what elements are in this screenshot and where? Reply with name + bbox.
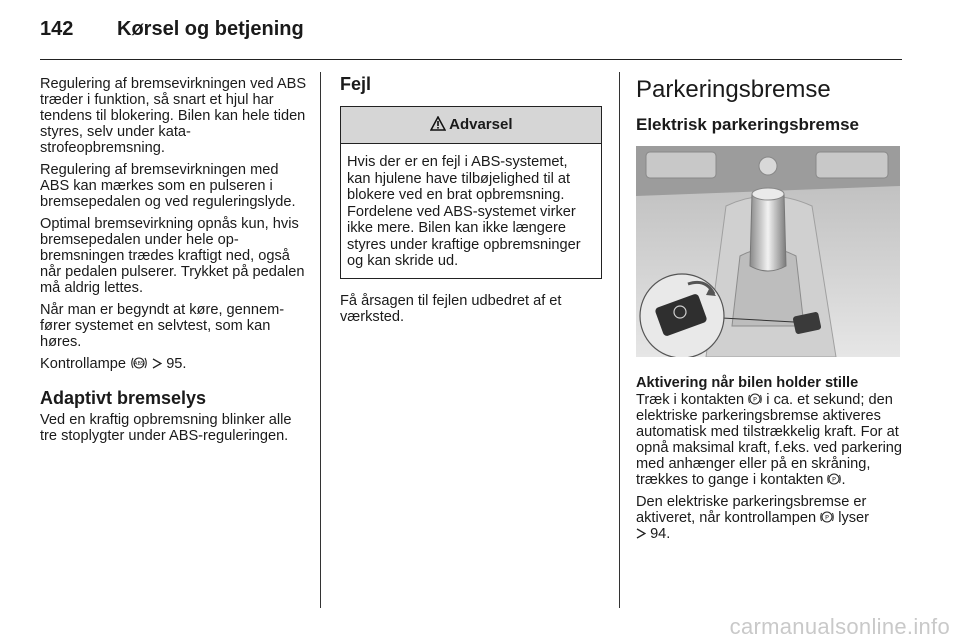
page-title: Kørsel og betjening: [117, 18, 304, 40]
column-left: [40, 76, 308, 450]
paragraph: Ved en kraftig opbremsning blinker alle tre stoplygter under ABS-reguleringen.: [40, 412, 292, 444]
header-divider: [40, 59, 902, 60]
page-number: 142: [40, 18, 74, 40]
parking-brake-icon: [827, 472, 841, 488]
paragraph: Optimal bremsevirkning opnås kun, hvis bremsepedalen under hele opbremsningen trædes kraftigt ned, også når pedalen pulserer. Trykket på pedalen må aldrig lettes.: [40, 216, 305, 296]
paragraph: Regulering af bremsevirkningen med ABS kan mærkes som en pulseren i bremsepedalen og ved reguleringslyde.: [40, 162, 296, 210]
paragraph: Kontrollampe ABS 95.: [40, 356, 187, 372]
svg-text:P: P: [753, 395, 758, 404]
svg-text:ABS: ABS: [134, 361, 145, 367]
page-reference-icon: [152, 356, 162, 372]
paragraph: Når man er begyndt at køre, gennemfører systemet en selvtest, som kan høres.: [40, 302, 285, 350]
page-reference-icon: [636, 526, 646, 542]
warning-triangle-icon: [430, 116, 450, 133]
parking-brake-icon: [820, 510, 834, 526]
column-divider: [320, 72, 321, 608]
column-middle: [340, 76, 602, 331]
svg-text:P: P: [832, 475, 837, 484]
warning-title: Advarsel: [449, 116, 513, 133]
warning-header: [341, 107, 601, 144]
parking-brake-illustration: [636, 146, 900, 357]
paragraph: Regulering af bremsevirkningen ved ABS træder i funktion, så snart et hjul har tendens til blokering. Bilen kan hele tiden styres, selv under katastrofeopbremsning.: [40, 76, 307, 156]
page-header: [40, 18, 304, 48]
abs-warning-icon: [130, 356, 148, 372]
paragraph: Træk i kontakten P i ca. et sekund; den elektriske parkeringsbremse aktiveres automatisk med tilstrækkelig kraft. For at opnå maksimal kraft, f.eks. ved parkering med anhænger eller på en skråning, trækkes to gange i kontakten P .: [636, 392, 903, 488]
section-subtitle: Elektrisk parkeringsbremse: [636, 115, 860, 134]
parking-brake-icon: [748, 392, 762, 408]
column-divider: [619, 72, 620, 608]
column-right: [636, 76, 904, 548]
svg-text:P: P: [825, 513, 830, 522]
paragraph: Den elektriske parkeringsbremse er aktiveret, når kontrollampen P lyser 94.: [636, 494, 870, 542]
section-heading: Fejl: [340, 74, 372, 94]
warning-box: [340, 106, 602, 279]
subsection-heading: Aktivering når bilen holder stille: [636, 375, 859, 391]
warning-text: Hvis der er en fejl i ABS-systemet, kan hjulene have tilbøjelighed til at blokere ved en brat opbremsning. Fordelene ved ABS-systemet virker ikke mere. Bilen kan ikke længere styres under kraftige opbremsninger og kan skride ud.: [347, 154, 581, 269]
chapter-title: Parkeringsbremse: [636, 76, 831, 103]
watermark: carmanualsonline.info: [729, 614, 950, 639]
section-heading: Adaptivt bremselys: [40, 388, 207, 408]
paragraph: Få årsagen til fejlen udbedret af et værksted.: [340, 292, 562, 325]
